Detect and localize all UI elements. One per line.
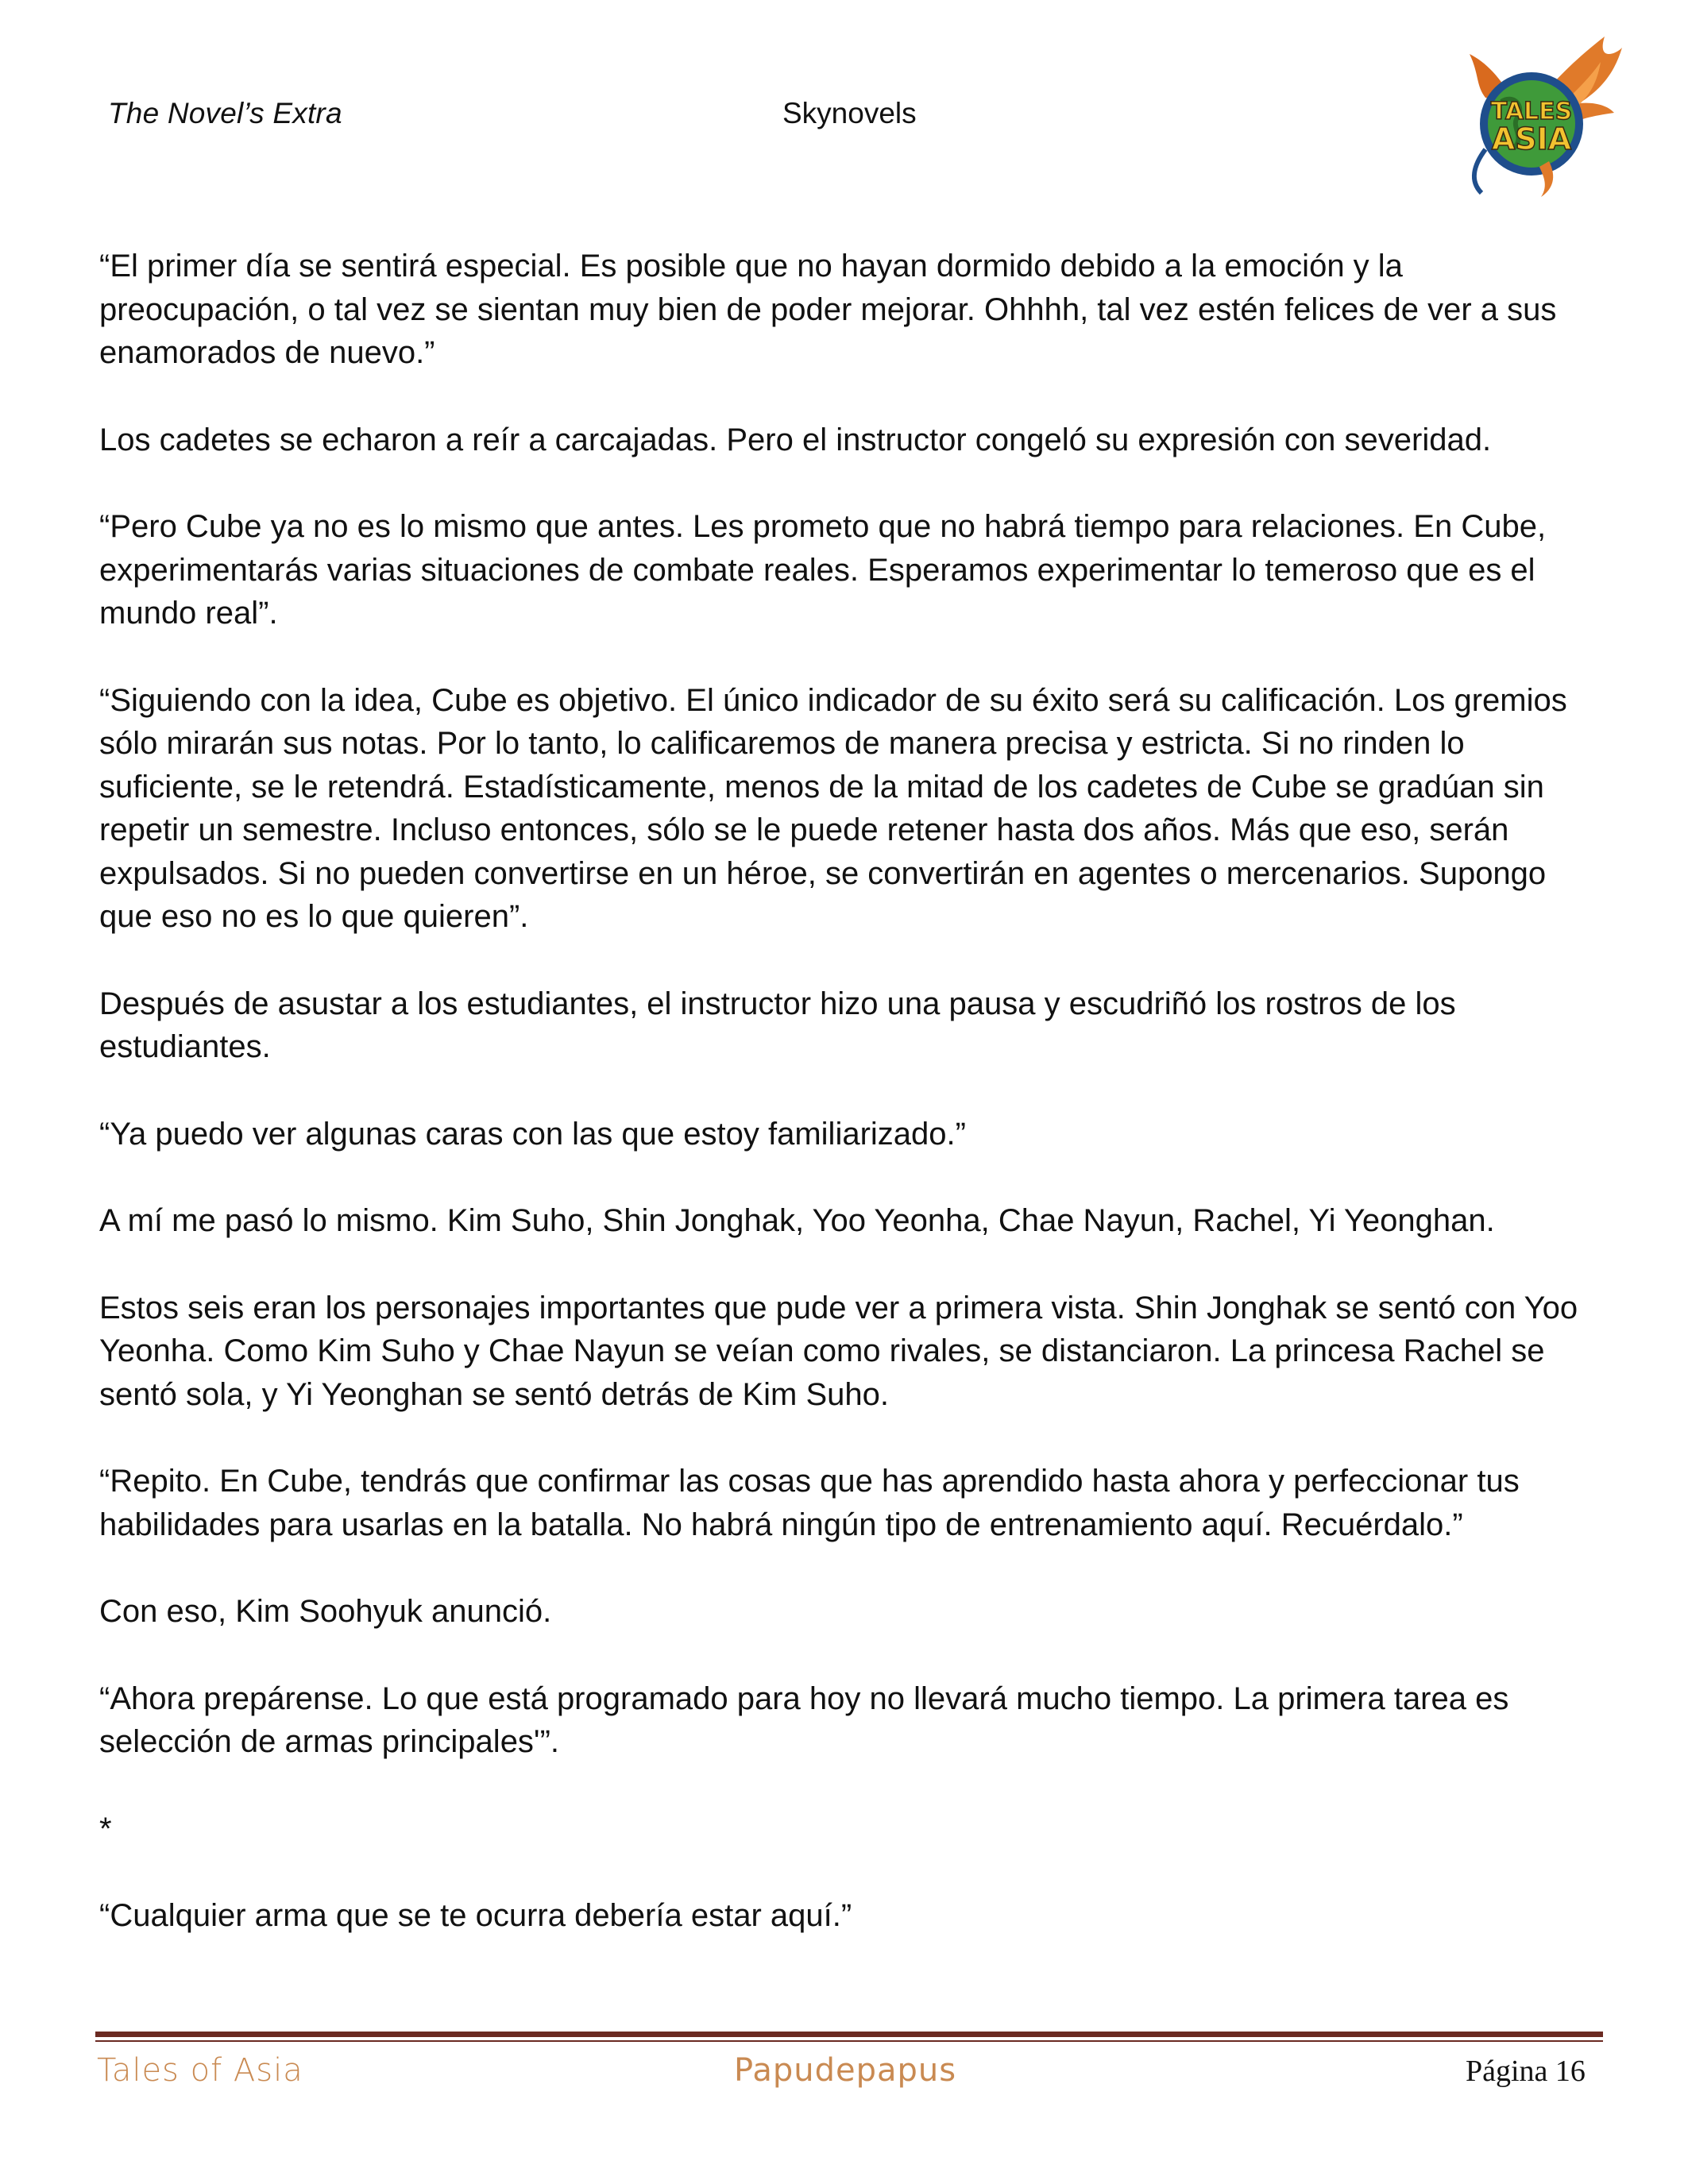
- scene-break: *: [99, 1811, 112, 1846]
- paragraph: “Pero Cube ya no es lo mismo que antes. Les prometo que no habrá tiempo para relaciones. En Cube, experimentarás varias situaciones de combate reales. Esperamos experimentar lo temeroso que es el mundo real”.: [99, 509, 1547, 631]
- paragraph: Con eso, Kim Soohyuk anunció.: [99, 1594, 552, 1629]
- footer-rule-thick: [95, 2032, 1603, 2037]
- paragraph: “El primer día se sentirá especial. Es posible que no hayan dormido debido a la emoción y la preocupación, o tal vez se sientan muy bien de poder mejorar. Ohhhh, tal vez estén felices de ver a sus enamorados de nuevo.”: [99, 249, 1557, 370]
- paragraph: Estos seis eran los personajes importantes que pude ver a primera vista. Shin Jonghak se sentó con Yoo Yeonha. Como Kim Suho y Chae Nayun se veían como rivales, se distanciaron. La princesa Rachel se sentó sola, y Yi Yeonghan se sentó detrás de Kim Suho.: [99, 1290, 1578, 1412]
- logo-text-top: TALES: [1490, 98, 1573, 125]
- logo-text-bottom: ASIA: [1491, 122, 1572, 156]
- paragraph: “Siguiendo con la idea, Cube es objetivo. El único indicador de su éxito será su calificación. Los gremios sólo mirarán sus notas. Por lo tanto, lo calificaremos de manera precisa y estricta. Si no rinden lo suficiente, se le retendrá. Estadísticamente, menos de la mitad de los cadetes de Cube se gradúan sin repetir un semestre. Incluso entonces, sólo se le puede retener hasta dos años. Más que eso, serán expulsados. Si no pueden convertirse en un héroe, se convertirán en agentes o mercenarios. Supongo que eso no es lo que quieren”.: [99, 682, 1567, 934]
- paragraph: Después de asustar a los estudiantes, el instructor hizo una pausa y escudriñó los rostros de los estudiantes.: [99, 986, 1456, 1064]
- tales-of-asia-logo: [1438, 30, 1628, 201]
- paragraph: “Cualquier arma que se te ocurra debería estar aquí.”: [99, 1898, 852, 1933]
- chapter-body: [99, 245, 1601, 1981]
- footer-site-name: Tales of Asia: [97, 2052, 303, 2089]
- paragraph: Los cadetes se echaron a reír a carcajadas. Pero el instructor congeló su expresión con severidad.: [99, 422, 1492, 457]
- paragraph: “Ya puedo ver algunas caras con las que estoy familiarizado.”: [99, 1116, 966, 1152]
- footer-rule-thin: [95, 2040, 1603, 2042]
- page-number: Página 16: [1466, 2055, 1586, 2088]
- paragraph: “Repito. En Cube, tendrás que confirmar las cosas que has aprendido hasta ahora y perfeccionar tus habilidades para usarlas en la batalla. No habrá ningún tipo de entrenamiento aquí. Recuérdalo.”: [99, 1464, 1520, 1542]
- footer-translator: Papudepapus: [734, 2052, 957, 2089]
- header-source: Skynovels: [782, 97, 917, 129]
- paragraph: A mí me pasó lo mismo. Kim Suho, Shin Jonghak, Yoo Yeonha, Chae Nayun, Rachel, Yi Yeonghan.: [99, 1203, 1495, 1238]
- paragraph: “Ahora prepárense. Lo que está programado para hoy no llevará mucho tiempo. La primera tarea es selección de armas principales'”.: [99, 1680, 1509, 1759]
- header-title: The Novel’s Extra: [108, 97, 342, 129]
